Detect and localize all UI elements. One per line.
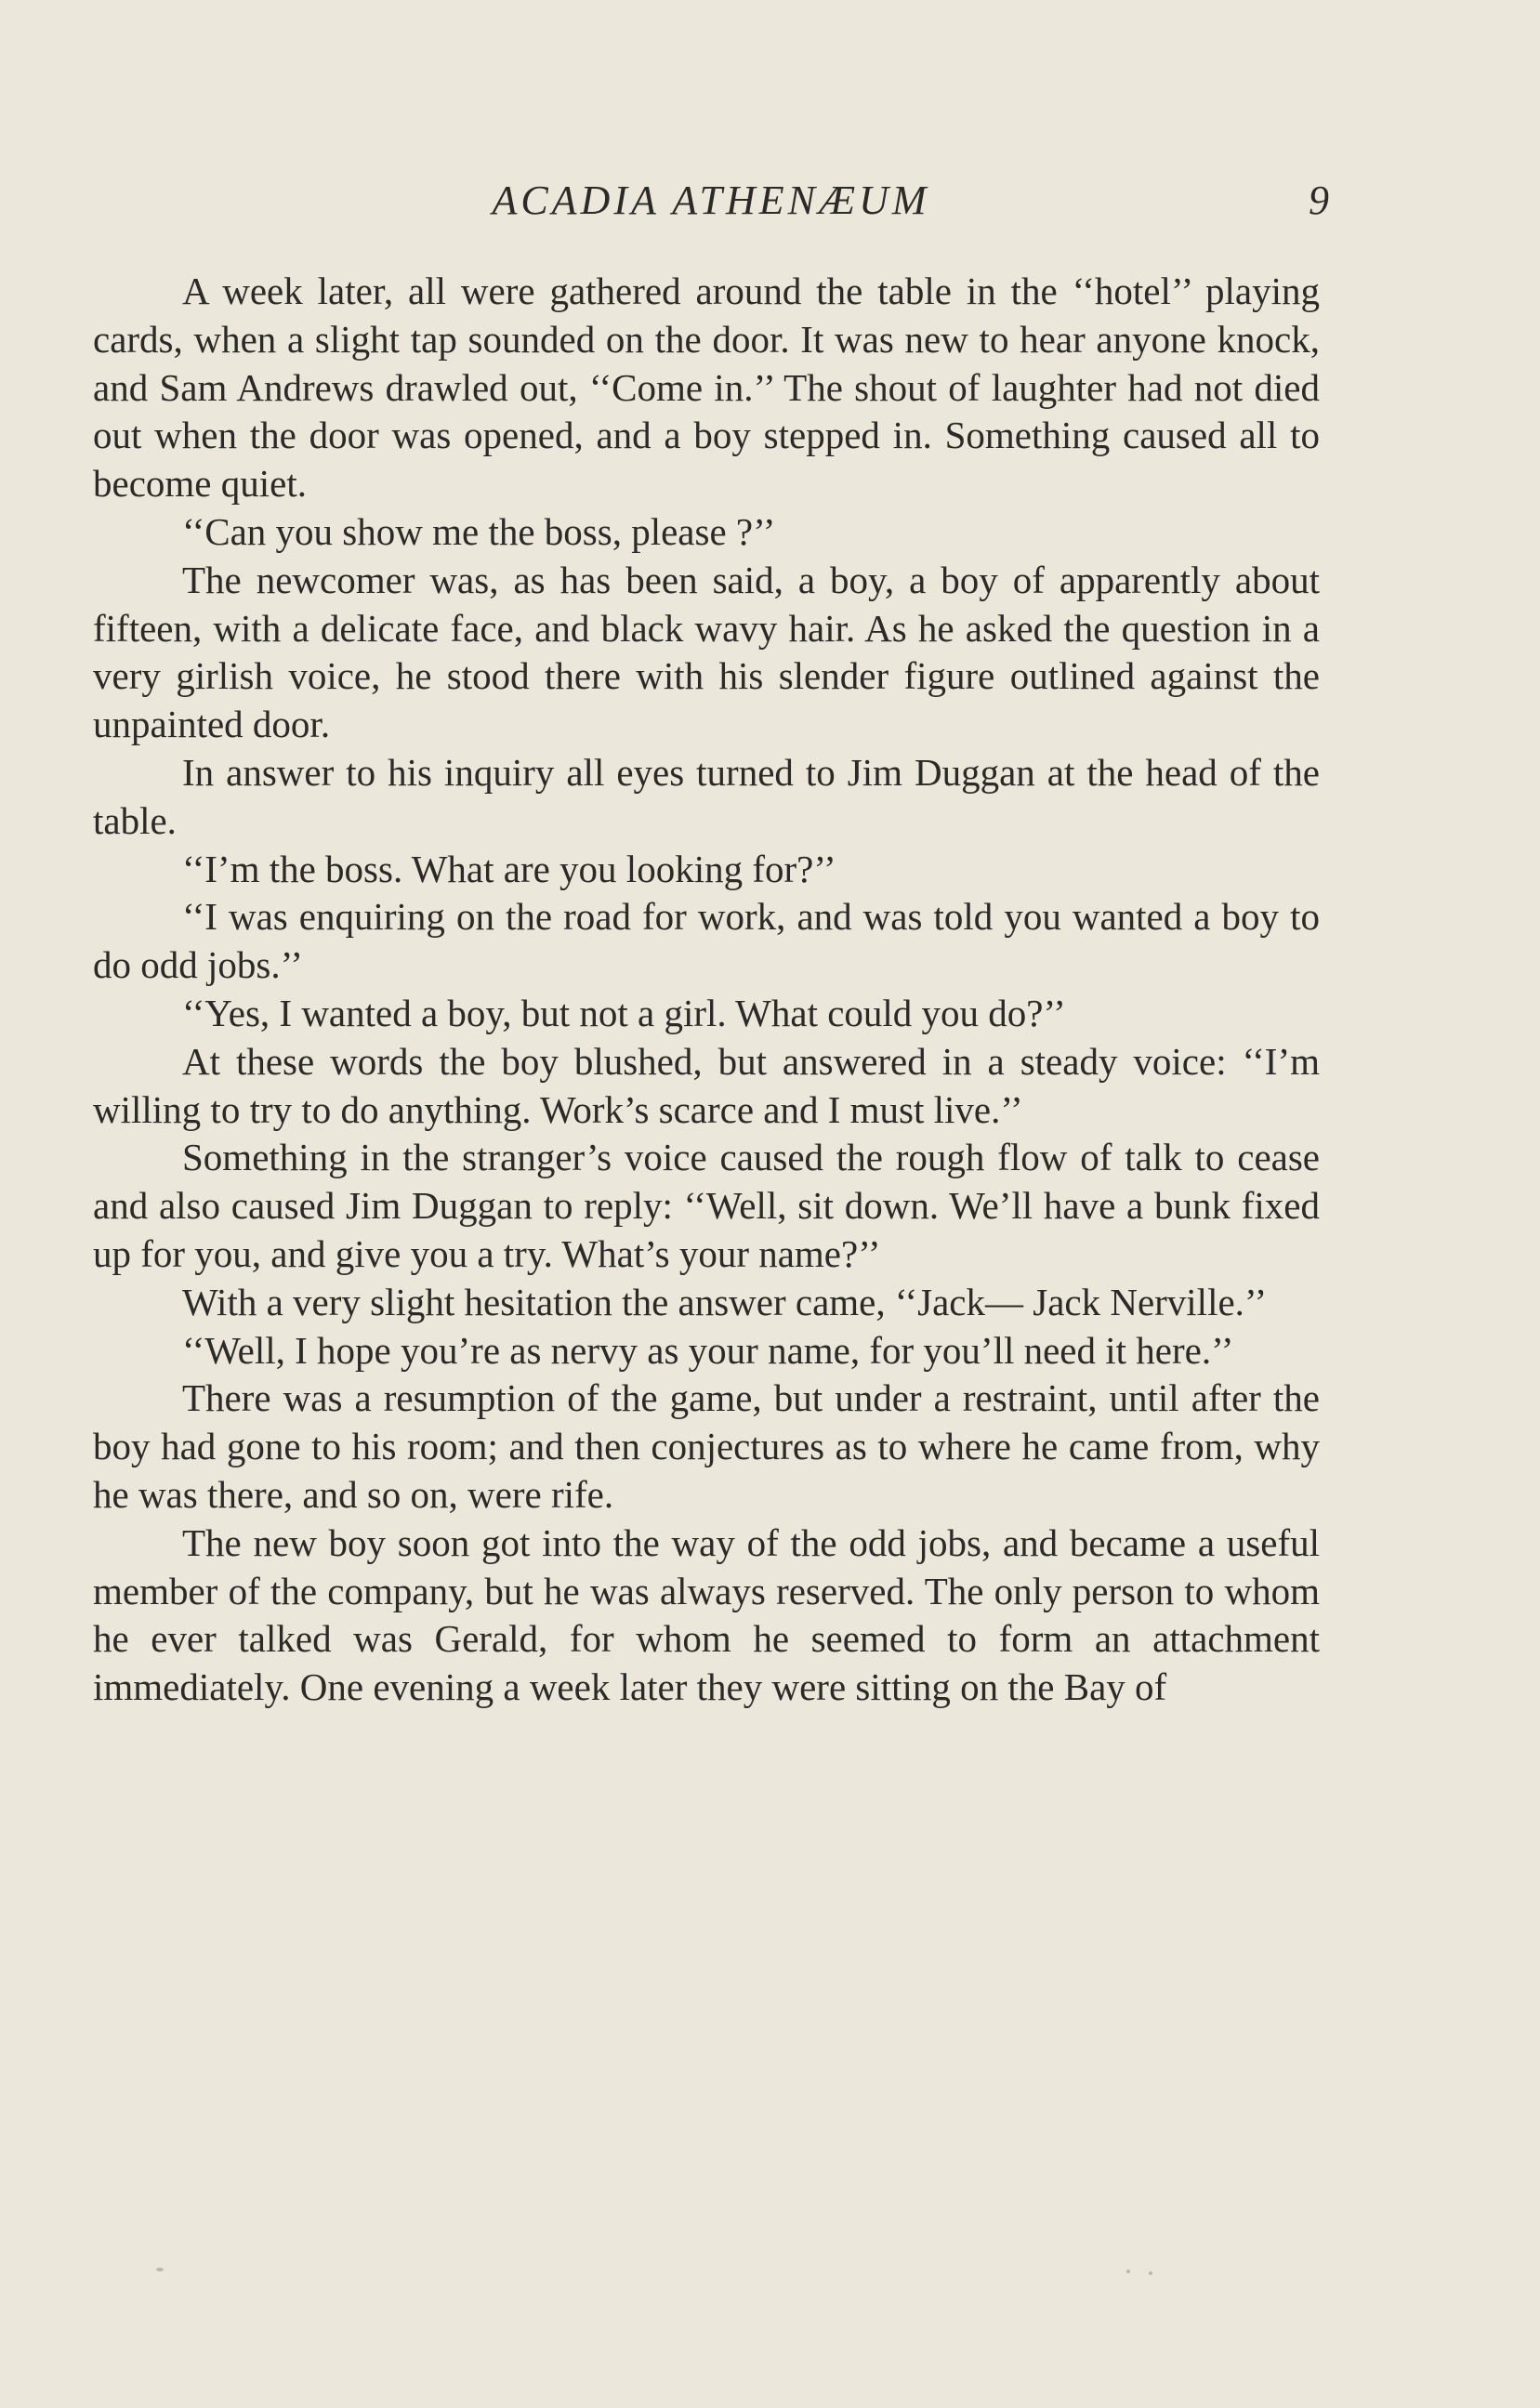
paragraph: The newcomer was, as has been said, a boy, a boy of apparently about fifteen, with a delicate face, and black wavy hair. As he asked the question in a very girlish voice, he stood there with his slender figure outlined against the unpainted door. [93, 558, 1320, 746]
paragraph: Something in the stranger’s voice caused the rough flow of talk to cease and also caused Jim Duggan to reply: ‘‘Well, sit down. We’ll have a bunk fixed up for you, and give you a try. What’s your name?’’ [93, 1136, 1320, 1275]
paragraph: With a very slight hesitation the answer came, ‘‘Jack— Jack Nerville.’’ [182, 1280, 1268, 1323]
page-header [93, 177, 1329, 232]
paragraph: ‘‘I’m the boss. What are you looking for?’’ [182, 847, 836, 890]
paragraph: ‘‘Can you show me the boss, please ?’’ [182, 509, 776, 553]
paragraph: The new boy soon got into the way of the odd jobs, and became a useful member of the company, but he was always reserved. The only person to whom he ever talked was Gerald, for whom he seemed to form an attachment immediately. One evening a week later they were sitting on the Bay of [93, 1520, 1320, 1709]
paragraph: At these words the boy blushed, but answered in a steady voice: ‘‘I’m willing to try to do anything. Work’s scarce and I must live.’’ [93, 1039, 1320, 1131]
paragraph: There was a resumption of the game, but under a restraint, until after the boy had gone to his room; and then conjectures as to where he came from, why he was there, and so on, were rife. [93, 1376, 1320, 1516]
page-number: 9 [1309, 178, 1329, 223]
paragraph: ‘‘Well, I hope you’re as nervy as your name, for you’ll need it here.’’ [182, 1328, 1234, 1372]
paragraph: A week later, all were gathered around the table in the ‘‘hotel’’ playing cards, when a slight tap sounded on the door. It was new to hear anyone knock, and Sam Andrews drawled out, ‘‘Come in.’’ The shout of laughter had not died out when the door was opened, and a boy stepped in. Something caused all to become quiet. [93, 270, 1320, 506]
body-text [93, 268, 1320, 1712]
paragraph: ‘‘I was enquiring on the road for work, and was told you wanted a boy to do odd jobs.’’ [93, 895, 1320, 987]
paragraph: ‘‘Yes, I wanted a boy, but not a girl. What could you do?’’ [182, 991, 1066, 1034]
paper-speck [156, 2268, 164, 2271]
paper-speck [1126, 2270, 1130, 2273]
paper-speck [1149, 2271, 1152, 2275]
running-title: ACADIA ATHENÆUM [492, 178, 930, 223]
paragraph: In answer to his inquiry all eyes turned to Jim Duggan at the head of the table. [93, 750, 1320, 842]
